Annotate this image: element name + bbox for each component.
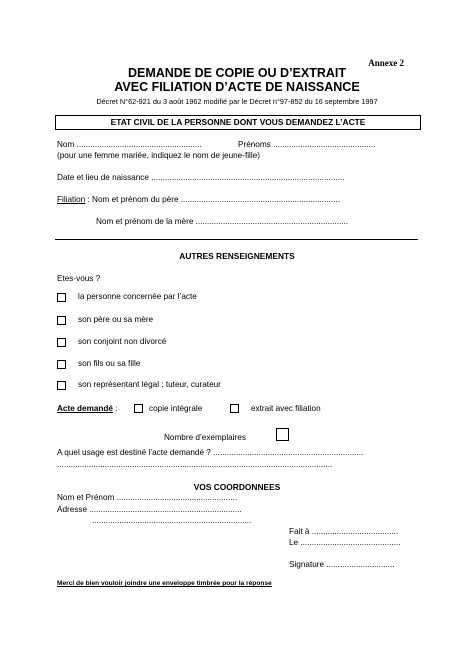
femme-mariee-note: (pour une femme mariée, indiquez le nom de jeune-fille)	[57, 151, 260, 160]
fait-a-field[interactable]: Fait à ......................................	[289, 527, 399, 536]
option-label-enfant: son fils ou sa fille	[78, 359, 141, 368]
option-checkbox-enfant[interactable]	[57, 360, 66, 369]
form-title-line1: DEMANDE DE COPIE OU D’EXTRAIT	[127, 66, 347, 80]
option-label-personne: la personne concernée par l’acte	[78, 292, 197, 301]
nom-field[interactable]: Nom .......................................................	[57, 140, 202, 149]
copie-integrale-label: copie intégrale	[149, 404, 203, 413]
acte-demande-label	[57, 404, 118, 413]
acte-demande-title: Acte demandé	[57, 404, 113, 413]
copie-integrale-checkbox[interactable]	[134, 404, 143, 413]
form-title-line2: AVEC FILIATION D’ACTE DE NAISSANCE	[114, 80, 360, 94]
option-label-conjoint: son conjoint non divorcé	[78, 337, 167, 346]
filiation-mere-field[interactable]: Nom et prénom de la mère ...................................................................	[96, 217, 349, 226]
usage-field[interactable]: A quel usage est destiné l’acte demandé ? ..................................................................	[57, 448, 364, 457]
filiation-label: Filiation	[57, 195, 86, 204]
footer-note: Merci de bien vouloir joindre une enveloppe timbrée pour la réponse	[57, 580, 272, 587]
extrait-filiation-label: extrait avec filiation	[251, 404, 321, 413]
option-label-representant: son représentant légal : tuteur, curateur	[78, 380, 221, 389]
signature-field[interactable]: Signature ..............................	[289, 560, 395, 569]
nom-prenom-field[interactable]: Nom et Prénom .....................................................	[57, 493, 238, 502]
acte-demande-colon: :	[112, 404, 118, 413]
option-checkbox-personne[interactable]	[57, 293, 66, 302]
etat-civil-header: ETAT CIVIL DE LA PERSONNE DONT VOUS DEMANDEZ L’ACTE	[55, 115, 421, 130]
option-checkbox-parent[interactable]	[57, 316, 66, 325]
option-label-parent: son père ou sa mère	[78, 315, 154, 324]
adresse-field-line2[interactable]: ......................................................................	[92, 516, 252, 525]
date-lieu-naissance-field[interactable]: Date et lieu de naissance .....................................................................................	[57, 173, 345, 182]
nombre-exemplaires-box[interactable]	[276, 428, 289, 441]
filiation-pere-field[interactable]	[57, 195, 340, 204]
adresse-field[interactable]: Adresse ...................................................................	[57, 505, 242, 514]
decret-reference: Décret N°62-921 du 3 août 1962 modifié par le Décret n°97-852 du 16 septembre 1997	[96, 97, 378, 106]
annex-label: Annexe 2	[368, 58, 404, 68]
autres-renseignements-header: AUTRES RENSEIGNEMENTS	[179, 251, 295, 261]
date-le-field[interactable]: Le ............................................	[289, 538, 401, 547]
vos-coordonnees-header: VOS COORDONNEES	[193, 482, 281, 492]
prenoms-field[interactable]: Prénoms .............................................	[238, 140, 376, 149]
etes-vous-question: Etes-vous ?	[57, 274, 101, 283]
filiation-pere-text: : Nom et prénom du père ......................................................................	[85, 195, 341, 204]
nombre-exemplaires-label: Nombre d’exemplaires	[164, 433, 246, 442]
option-checkbox-representant[interactable]	[57, 381, 66, 390]
section-divider	[55, 239, 418, 240]
usage-field-line2[interactable]: .........................................................................................................................	[57, 460, 333, 469]
option-checkbox-conjoint[interactable]	[57, 338, 66, 347]
extrait-filiation-checkbox[interactable]	[230, 404, 239, 413]
